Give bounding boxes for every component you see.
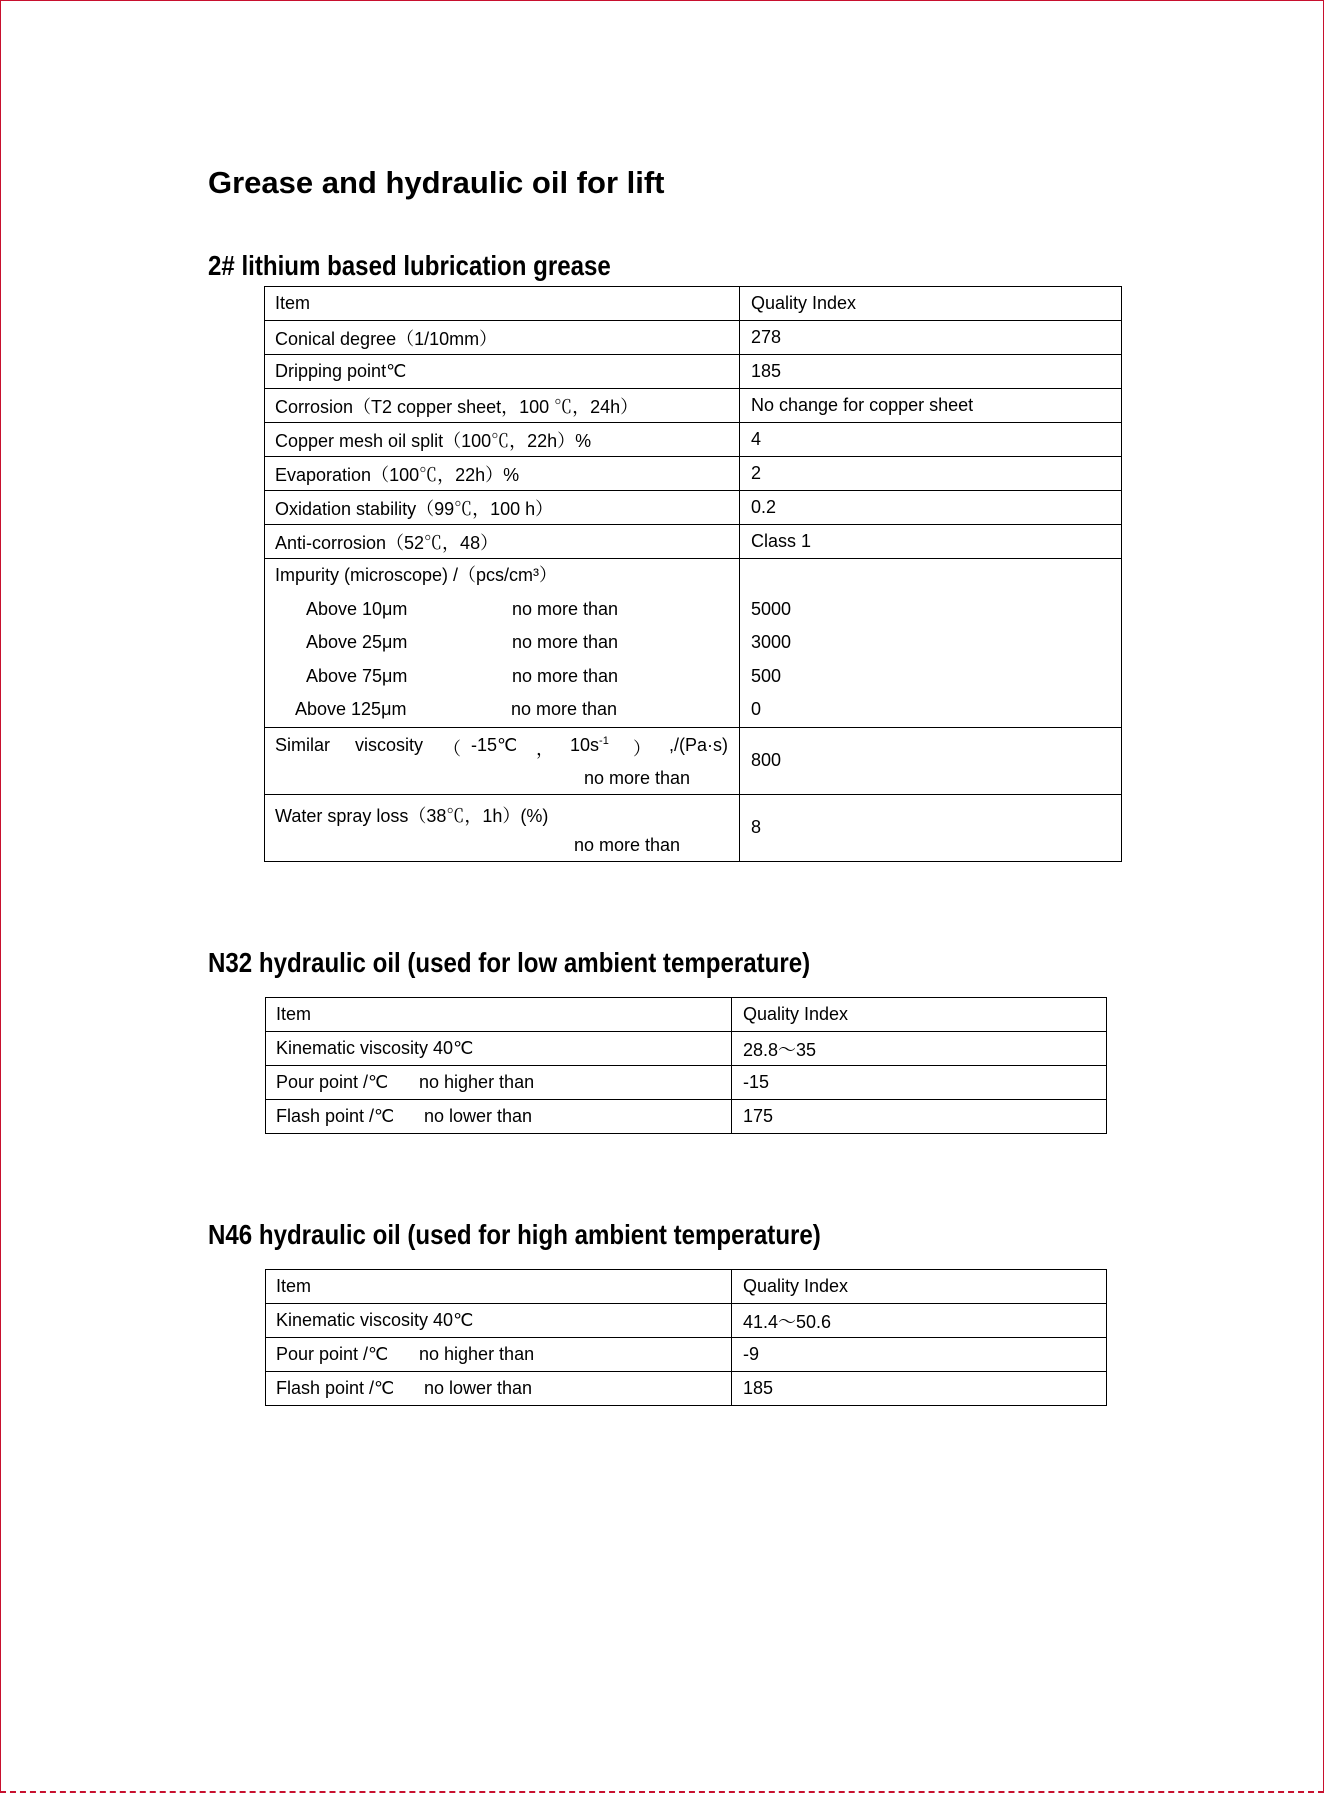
impurity-value: 5000 bbox=[751, 598, 792, 619]
item-cell: Anti-corrosion（52℃，48） bbox=[265, 525, 740, 559]
item-label: Pour point /℃ bbox=[276, 1344, 389, 1364]
impurity-size-line bbox=[275, 593, 729, 627]
table-row bbox=[265, 491, 1122, 525]
table-header-row bbox=[266, 998, 1107, 1032]
n32-heading: N32 hydraulic oil (used for low ambient temperature) bbox=[208, 947, 811, 978]
header-quality-index: Quality Index bbox=[732, 998, 1107, 1032]
viscosity-comma: ， bbox=[536, 738, 554, 759]
item-cell: Copper mesh oil split（100℃，22h）% bbox=[265, 423, 740, 457]
value-cell: 2 bbox=[740, 457, 1122, 491]
item-cell bbox=[266, 1100, 732, 1134]
value-cell: -15 bbox=[732, 1066, 1107, 1100]
header-quality-index: Quality Index bbox=[740, 287, 1122, 321]
impurity-limit: no more than bbox=[512, 632, 619, 652]
impurity-size-line bbox=[275, 660, 729, 694]
item-cell bbox=[266, 1066, 732, 1100]
table-row bbox=[266, 1372, 1107, 1406]
viscosity-bracket-open: （ bbox=[443, 738, 461, 759]
impurity-size: Above 25μm bbox=[306, 632, 408, 652]
table-row bbox=[265, 423, 1122, 457]
n46-table bbox=[265, 1269, 1107, 1406]
value-cell: 41.4～50.6 bbox=[732, 1304, 1107, 1338]
table-row bbox=[266, 1066, 1107, 1100]
impurity-size: Above 10μm bbox=[306, 598, 408, 619]
item-limit: no higher than bbox=[419, 1072, 535, 1092]
water-spray-value-cell: 8 bbox=[740, 794, 1122, 861]
item-limit: no higher than bbox=[419, 1344, 535, 1364]
viscosity-item-cell bbox=[265, 727, 740, 794]
value-cell: 185 bbox=[732, 1372, 1107, 1406]
water-spray-row bbox=[265, 794, 1122, 861]
viscosity-temperature: -15℃ bbox=[471, 734, 518, 755]
impurity-value: 0 bbox=[751, 699, 762, 719]
n32-table bbox=[265, 997, 1107, 1134]
table-row bbox=[265, 525, 1122, 559]
viscosity-shear-value: 10s bbox=[570, 734, 600, 755]
impurity-item-cell bbox=[265, 559, 740, 728]
table-row bbox=[266, 1304, 1107, 1338]
impurity-label: Impurity (microscope) /（pcs/cm³） bbox=[275, 565, 558, 585]
viscosity-unit: ,/(Pa·s) bbox=[669, 734, 729, 755]
impurity-limit: no more than bbox=[512, 665, 619, 686]
table-row bbox=[265, 389, 1122, 423]
value-cell: -9 bbox=[732, 1338, 1107, 1372]
viscosity-bracket-close: ） bbox=[633, 738, 651, 759]
impurity-size: Above 125μm bbox=[295, 699, 407, 719]
item-cell: Dripping point℃ bbox=[265, 355, 740, 389]
table-row bbox=[265, 321, 1122, 355]
table-row bbox=[265, 355, 1122, 389]
table-header-row bbox=[266, 1270, 1107, 1304]
viscosity-word-1: Similar bbox=[275, 734, 331, 755]
value-cell: 4 bbox=[740, 423, 1122, 457]
item-limit: no lower than bbox=[424, 1106, 533, 1126]
item-cell: Kinematic viscosity 40℃ bbox=[266, 1032, 732, 1066]
n46-heading: N46 hydraulic oil (used for high ambient temperature) bbox=[208, 1219, 821, 1250]
grease-heading: 2# lithium based lubrication grease bbox=[208, 250, 611, 281]
impurity-value: 3000 bbox=[751, 632, 792, 652]
viscosity-limit: no more than bbox=[584, 767, 691, 788]
impurity-limit: no more than bbox=[511, 699, 618, 719]
value-cell: No change for copper sheet bbox=[740, 389, 1122, 423]
viscosity-value-cell: 800 bbox=[740, 727, 1122, 794]
impurity-value-cell bbox=[740, 559, 1122, 728]
impurity-size-line bbox=[275, 693, 729, 727]
value-cell: 175 bbox=[732, 1100, 1107, 1134]
viscosity-shear-rate bbox=[570, 735, 609, 756]
document-title: Grease and hydraulic oil for lift bbox=[208, 165, 665, 200]
viscosity-row bbox=[265, 727, 1122, 794]
table-row bbox=[266, 1100, 1107, 1134]
header-item: Item bbox=[265, 287, 740, 321]
item-cell: Conical degree（1/10mm） bbox=[265, 321, 740, 355]
viscosity-shear-exponent: -1 bbox=[599, 734, 609, 747]
item-cell bbox=[266, 1338, 732, 1372]
header-item: Item bbox=[266, 1270, 732, 1304]
impurity-value: 500 bbox=[751, 665, 782, 686]
table-row bbox=[266, 1338, 1107, 1372]
value-cell: 28.8～35 bbox=[732, 1032, 1107, 1066]
item-cell: Kinematic viscosity 40℃ bbox=[266, 1304, 732, 1338]
water-spray-limit: no more than bbox=[574, 834, 681, 855]
value-cell: Class 1 bbox=[740, 525, 1122, 559]
water-spray-item-cell bbox=[265, 794, 740, 861]
item-label: Flash point /℃ bbox=[276, 1378, 395, 1398]
header-quality-index: Quality Index bbox=[732, 1270, 1107, 1304]
item-label: Flash point /℃ bbox=[276, 1106, 395, 1126]
item-cell: Corrosion（T2 copper sheet，100 ℃，24h） bbox=[265, 389, 740, 423]
value-cell: 278 bbox=[740, 321, 1122, 355]
item-cell: Evaporation（100℃，22h）% bbox=[265, 457, 740, 491]
water-spray-label: Water spray loss（38℃，1h）(%) bbox=[275, 805, 549, 826]
item-cell: Oxidation stability（99℃，100 h） bbox=[265, 491, 740, 525]
item-label: Pour point /℃ bbox=[276, 1072, 389, 1092]
impurity-row bbox=[265, 559, 1122, 728]
page-bottom-rule bbox=[0, 1791, 1324, 1793]
impurity-size: Above 75μm bbox=[306, 665, 408, 686]
grease-table bbox=[264, 286, 1122, 862]
item-cell bbox=[266, 1372, 732, 1406]
value-cell: 185 bbox=[740, 355, 1122, 389]
value-cell: 0.2 bbox=[740, 491, 1122, 525]
impurity-limit: no more than bbox=[512, 598, 619, 619]
table-row bbox=[265, 457, 1122, 491]
header-item: Item bbox=[266, 998, 732, 1032]
table-row bbox=[266, 1032, 1107, 1066]
table-header-row bbox=[265, 287, 1122, 321]
impurity-size-line bbox=[275, 626, 729, 660]
viscosity-word-2: viscosity bbox=[355, 734, 424, 755]
item-limit: no lower than bbox=[424, 1378, 533, 1398]
